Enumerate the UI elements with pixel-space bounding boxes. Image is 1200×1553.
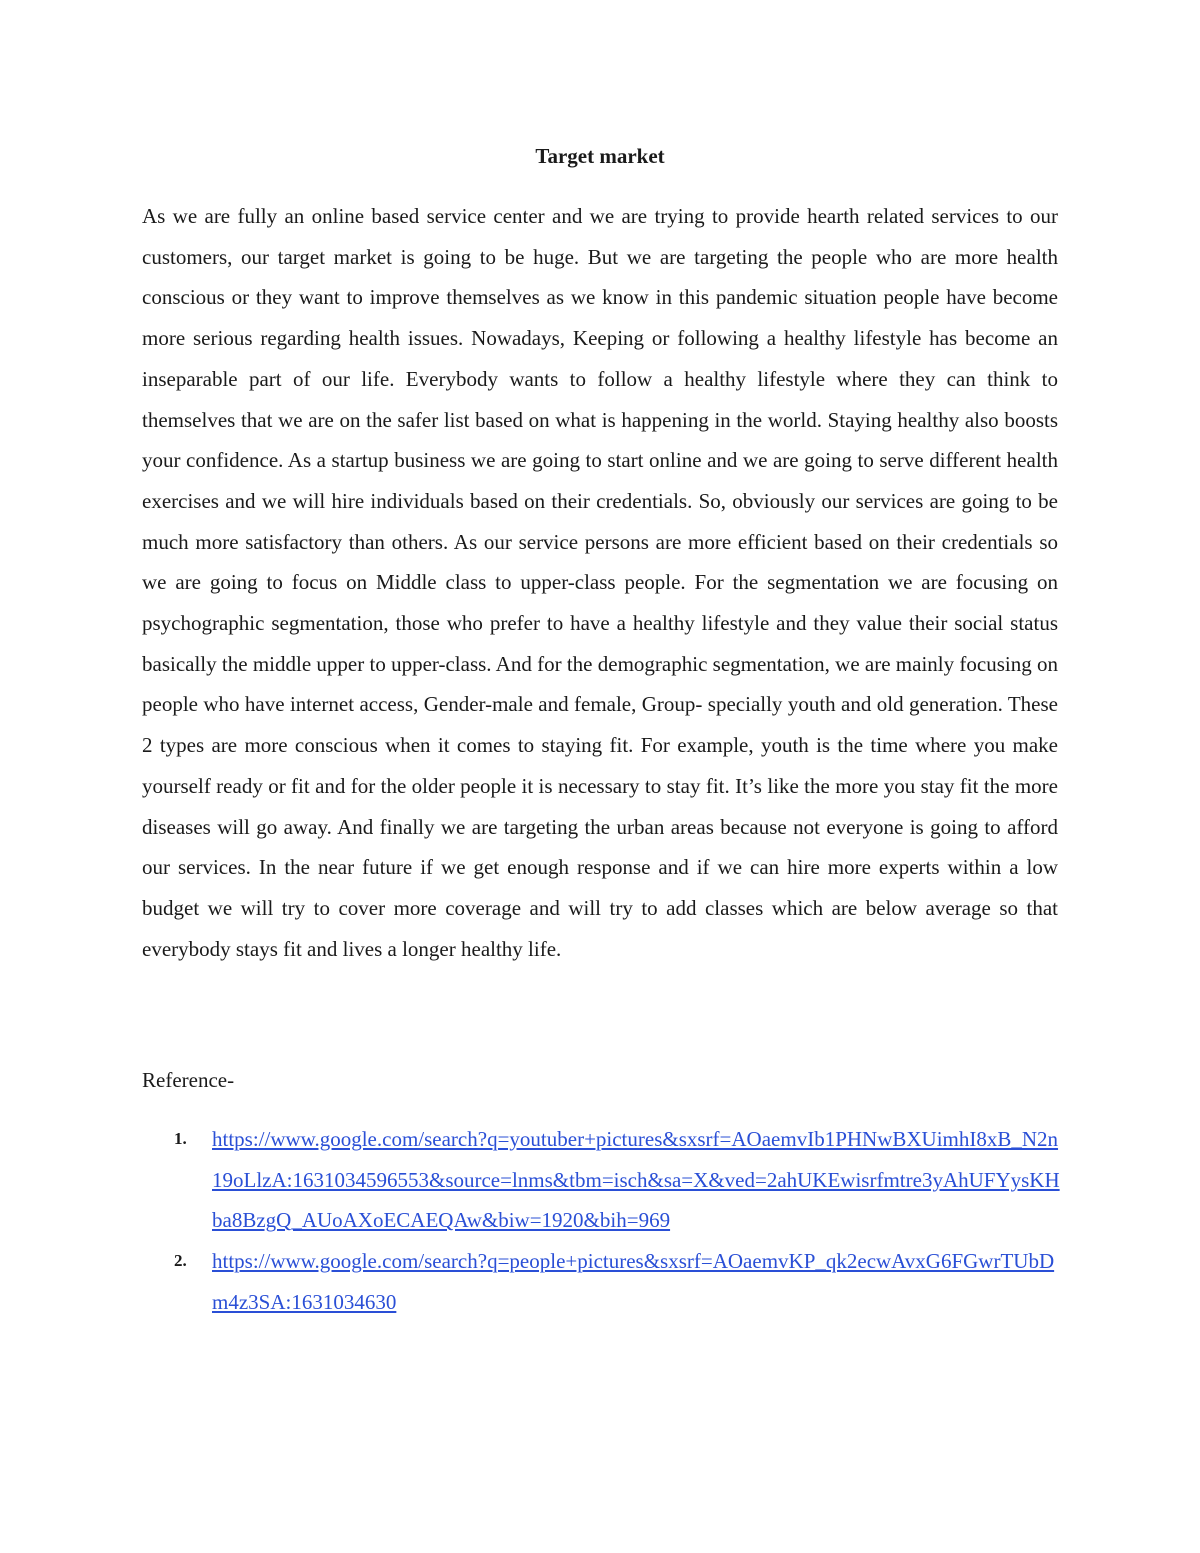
reference-item-2 bbox=[142, 1241, 1062, 1322]
reference-number: 2. bbox=[174, 1251, 187, 1271]
reference-number: 1. bbox=[174, 1129, 187, 1148]
reference-item-1 bbox=[142, 1119, 1062, 1241]
reference-link-2[interactable]: https://www.google.com/search?q=people+pictures&sxsrf=AOaemvKP_qk2ecwAvxG6FGwrTUbDm4z3SA:1631034630 bbox=[212, 1249, 1055, 1314]
reference-list bbox=[142, 1119, 1062, 1323]
reference-heading: Reference- bbox=[142, 1068, 235, 1092]
body-paragraph: As we are fully an online based service center and we are trying to provide hearth related services to our customers, our target market is going to be huge. But we are targeting the people who are more health conscious or they want to improve themselves as we know in this pandemic situation people have become more serious regarding health issues. Nowadays, Keeping or following a healthy lifestyle has become an inseparable part of our life. Everybody wants to follow a healthy lifestyle where they can think to themselves that we are on the safer list based on what is happening in the world. Staying healthy also boosts your confidence. As a startup business we are going to start online and we are going to serve different health exercises and we will hire individuals based on their credentials. So, obviously our services are going to be much more satisfactory than others. As our service persons are more efficient based on their credentials so we are going to focus on Middle class to upper-class people. For the segmentation we are focusing on psychographic segmentation, those who prefer to have a healthy lifestyle and they value their social status basically the middle upper to upper-class. And for the demographic segmentation, we are mainly focusing on people who have internet access, Gender-male and female, Group- specially youth and old generation. These 2 types are more conscious when it comes to staying fit. For example, youth is the time where you make yourself ready or fit and for the older people it is necessary to stay fit. It’s like the more you stay fit the more diseases will go away. And finally we are targeting the urban areas because not everyone is going to afford our services. In the near future if we get enough response and if we can hire more experts within a low budget we will try to cover more coverage and will try to add classes which are below average so that everybody stays fit and lives a longer healthy life. bbox=[142, 204, 1058, 961]
reference-link-1[interactable]: https://www.google.com/search?q=youtuber+pictures&sxsrf=AOaemvIb1PHNwBXUimhI8xB_N2n19oLlzA:1631034596553&source=lnms&tbm=isch&sa=X&ved=2ahUKEwisrfmtre3yAhUFYysKHba8BzgQ_AUoAXoECAEQAw&biw=1920&bih=969 bbox=[212, 1127, 1060, 1233]
page-title: Target market bbox=[535, 144, 665, 168]
